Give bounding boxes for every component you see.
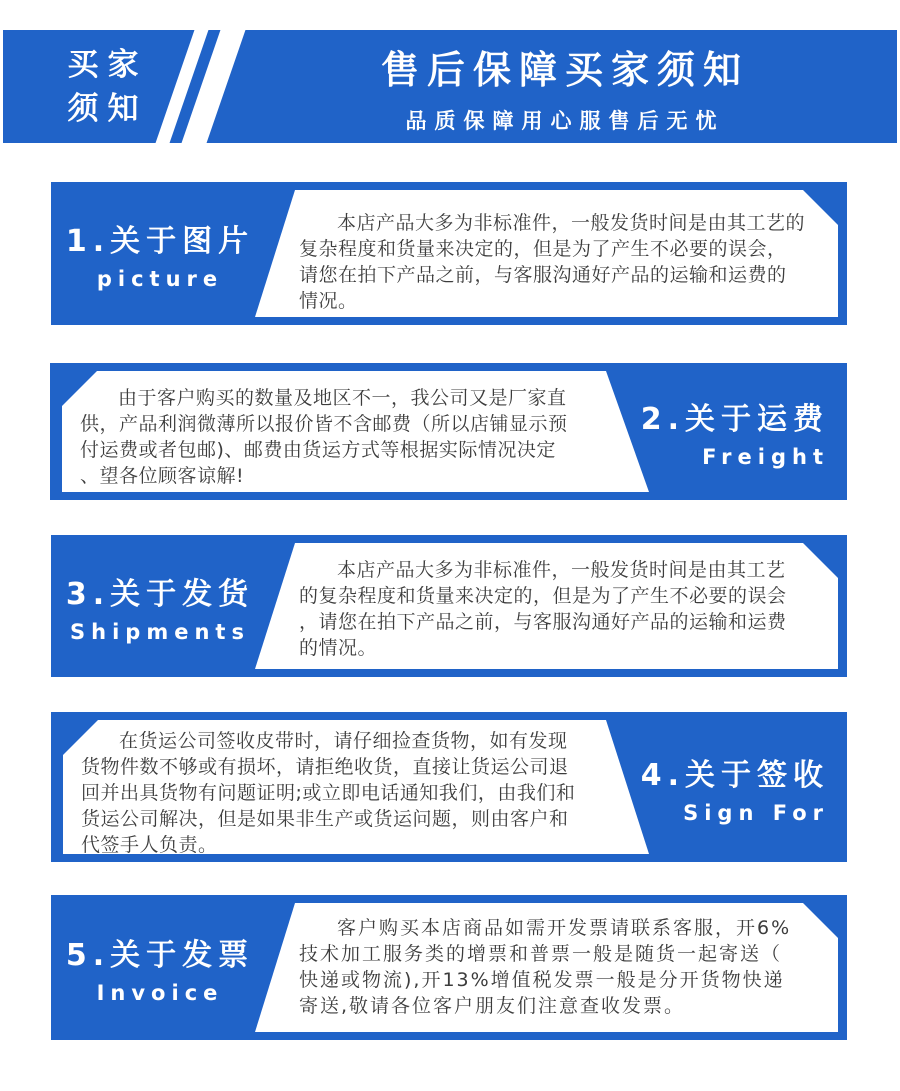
section-shipments — [51, 535, 847, 677]
section-body-text: 本店产品大多为非标准件，一般发货时间是由其工艺 的复杂程度和货量来决定的，但是为了产生不必要的误会 ，请您在拍下产品之前，与客服沟通好产品的运输和运费 的情况。 — [299, 559, 787, 659]
section-label-en: picture — [96, 267, 224, 291]
section-label-cn: 3.关于发货 — [65, 576, 255, 612]
section-label-cn: 4.关于签收 — [640, 757, 829, 793]
badge-line-1: 买家 — [67, 46, 148, 83]
section-body-text: 在货运公司签收皮带时，请仔细捡查货物，如有发现 货物件数不够或有损坏，请拒绝收货，直接让货运公司退 回并出具货物有问题证明;或立即电话通知我们，由我们和 货运公司解决，但是如果非生产或货运问题，则由客户和 代签手人负责。 — [81, 730, 576, 856]
section-body-text: 本店产品大多为非标准件，一般发货时间是由其工艺的 复杂程度和货量来决定的，但是为了产生不必要的误会， 请您在拍下产品之前，与客服沟通好产品的运输和运费的 情况。 — [299, 212, 806, 312]
section-label-cn: 2.关于运费 — [640, 402, 829, 437]
page-subtitle: 品质保障用心服售后无忧 — [405, 108, 725, 133]
section-label — [51, 182, 269, 325]
header-banner — [3, 30, 897, 143]
section-label-cn: 1.关于图片 — [65, 224, 255, 259]
section-label-en: Sign For — [683, 800, 829, 825]
section-sign-for — [51, 712, 847, 862]
section-label — [599, 712, 847, 862]
section-invoice — [51, 895, 847, 1040]
section-body-text: 由于客户购买的数量及地区不一，我公司又是厂家直 供，产品利润微薄所以报价皆不含邮费（所以店铺显示预 付运费或者包邮)、邮费由货运方式等根据实际情况决定 、望各位顾客谅解! — [80, 387, 568, 487]
badge-line-2: 须知 — [67, 90, 148, 127]
section-label-en: Freight — [702, 445, 829, 469]
page-title: 售后保障买家须知 — [380, 47, 749, 92]
section-label-en: Shipments — [70, 619, 250, 644]
section-label-cn: 5.关于发票 — [65, 938, 255, 973]
section-body-text: 客户购买本店商品如需开发票请联系客服，开6% 技术加工服务类的增票和普票一般是随货一起寄送（ 快递或物流),开13%增值税发票一般是分开货物快递 寄送,敬请各位客户朋友们注意查收发票。 — [299, 917, 792, 1017]
section-label — [51, 895, 269, 1040]
header-title-block — [203, 39, 897, 135]
section-label-en: Invoice — [96, 981, 224, 1005]
section-freight — [50, 363, 847, 500]
section-picture — [51, 182, 847, 325]
section-label — [599, 363, 847, 500]
section-label — [51, 535, 269, 677]
